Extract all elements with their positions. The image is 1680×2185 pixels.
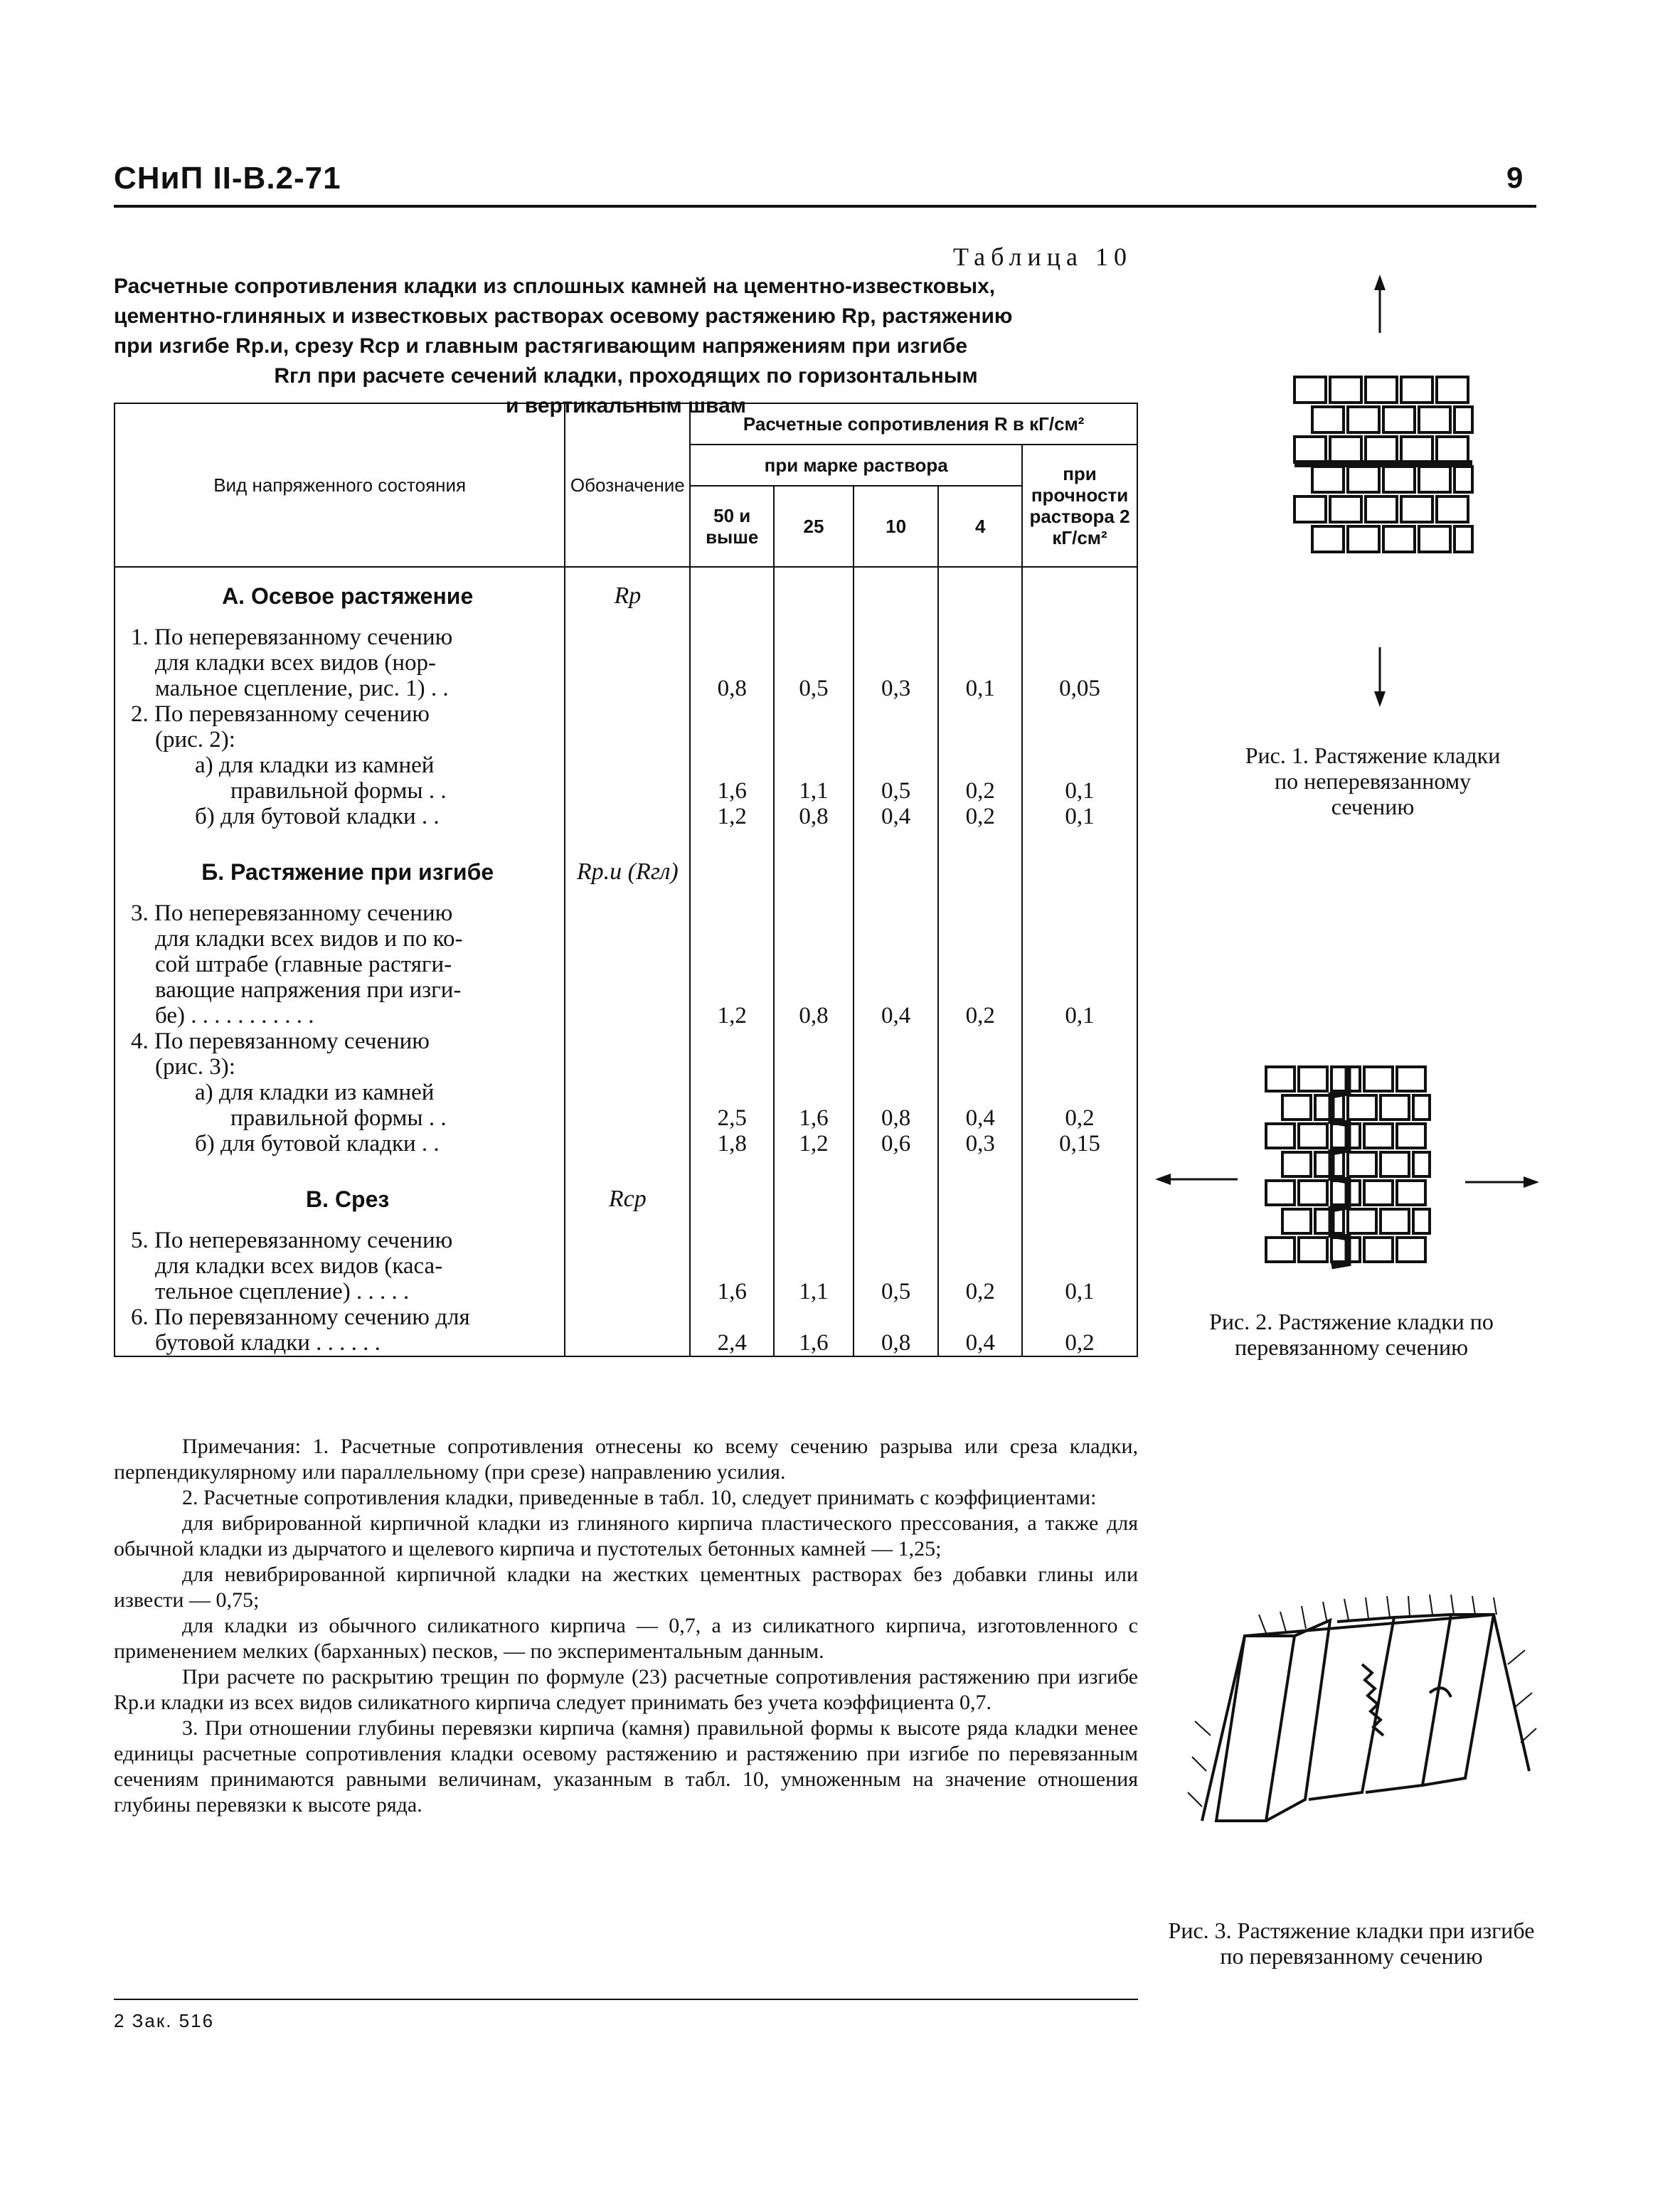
value-cell: 0,8 xyxy=(799,804,829,829)
value-cell: 0,3 xyxy=(965,1131,995,1157)
note-4: для невибрированной кирпичной кладки на жестких цементных растворах без добавки глины или извести — 0,75; xyxy=(114,1563,1138,1612)
row-text: правильной формы . . xyxy=(230,1105,447,1131)
resistance-table xyxy=(114,403,1138,1357)
row-text: для кладки всех видов (каса- xyxy=(155,1253,443,1279)
value-cell: 0,05 xyxy=(1059,676,1100,701)
table-row xyxy=(115,624,1137,701)
row-text: 1. По неперевязанному сечению xyxy=(131,624,453,650)
value-cell: 0,5 xyxy=(799,676,829,701)
row-text: 2. По перевязанному сечению xyxy=(131,701,430,727)
section-symbol: Rр xyxy=(614,583,642,609)
header-symbol: Обозначение xyxy=(565,403,690,567)
section-symbol: Rср xyxy=(608,1186,647,1212)
value-cell: 0,8 xyxy=(799,1003,829,1028)
value-cell: 0,15 xyxy=(1059,1131,1100,1157)
value-cell: 1,1 xyxy=(799,778,829,804)
value-cell: 0,3 xyxy=(881,676,911,701)
value-cell: 0,1 xyxy=(1065,778,1095,804)
table-row xyxy=(115,1131,1137,1157)
row-text: б) для бутовой кладки . . xyxy=(195,804,440,829)
value-cell: 1,6 xyxy=(717,1279,747,1304)
note-2: 2. Расчетные сопротивления кладки, приведенные в табл. 10, следует принимать с коэффициентами: xyxy=(182,1486,1097,1509)
page-number: 9 xyxy=(1506,161,1524,194)
header-rule xyxy=(114,205,1536,208)
row-text: а) для кладки из камней xyxy=(195,753,435,778)
row-text: а) для кладки из камней xyxy=(195,1080,435,1105)
row-text: для кладки всех видов (нор- xyxy=(155,650,436,676)
section-symbol: Rр.и (Rгл) xyxy=(576,858,679,885)
note-5: для кладки из обычного силикатного кирпича — 0,7, а из силикатного кирпича, изготовленного с применением мелких (барханных) песков, — по экспериментальным данным. xyxy=(114,1614,1138,1663)
table-row xyxy=(115,804,1137,829)
value-cell: 0,1 xyxy=(965,676,995,701)
value-cell: 1,8 xyxy=(717,1131,747,1157)
row-text: бутовой кладки . . . . . . xyxy=(155,1330,381,1356)
section-title: А. Осевое растяжение xyxy=(222,583,474,609)
value-cell: 0,1 xyxy=(1065,1003,1095,1028)
note-7: 3. При отношении глубины перевязки кирпича (камня) правильной формы к высоте ряда кладки менее единицы расчетные сопротивления кладки осевому растяжению и растяжению при изгибе по перевязанным сечениям принимаются равными величинам, указанным в табл. 10, умноженным на значение отношения глубины перевязки к высоте ряда. xyxy=(114,1716,1138,1817)
value-cell: 2,5 xyxy=(717,1105,747,1131)
row-text: мальное сцепление, рис. 1) . . xyxy=(155,676,449,701)
header-kind: Вид напряженного состояния xyxy=(115,403,565,567)
value-cell: 0,2 xyxy=(965,778,995,804)
row-text: для кладки всех видов и по ко- xyxy=(155,926,463,952)
value-cell: 0,4 xyxy=(965,1105,995,1131)
value-cell: 0,8 xyxy=(717,676,747,701)
value-cell: 0,4 xyxy=(881,1003,911,1028)
row-text: тельное сцепление) . . . . . xyxy=(155,1279,410,1304)
section-title: В. Срез xyxy=(306,1186,390,1212)
row-text: правильной формы . . xyxy=(230,778,447,804)
figure-2-drawing xyxy=(1152,1060,1551,1294)
figure-3-caption: Рис. 3. Растяжение кладки при изгибе по перевязанному сечению xyxy=(1168,1918,1535,1969)
caption-line: цементно-глиняных и известковых растворах осевому растяжению Rр, растяжению xyxy=(114,304,1013,328)
header-mark-4: 4 xyxy=(938,486,1022,567)
value-cell: 0,5 xyxy=(881,1279,911,1304)
caption-line: Rгл при расчете сечений кладки, проходящих по горизонтальным xyxy=(274,364,978,388)
header-resist: Расчетные сопротивления R в кГ/см² xyxy=(690,403,1137,445)
caption-line: и вертикальным швам xyxy=(506,394,746,418)
row-text: вающие напряжения при изги- xyxy=(155,977,462,1003)
row-text: 6. По перевязанному сечению для xyxy=(131,1304,470,1330)
value-cell: 0,5 xyxy=(881,778,911,804)
notes xyxy=(114,1434,1138,1818)
table-row xyxy=(115,900,1137,1028)
row-text: 4. По перевязанному сечению xyxy=(131,1028,430,1054)
table-row xyxy=(115,1028,1137,1131)
value-cell: 1,2 xyxy=(799,1131,829,1157)
row-text: 3. По неперевязанному сечению xyxy=(131,900,453,926)
note-1: Примечания: 1. Расчетные сопротивления отнесены ко всему сечению разрыва или среза кладки, перпендикулярному или параллельному (при срезе) направлению усилия. xyxy=(114,1435,1138,1484)
value-cell: 2,4 xyxy=(717,1330,747,1356)
row-text: сой штрабе (главные растяги- xyxy=(155,952,452,977)
value-cell: 0,2 xyxy=(965,1279,995,1304)
figure-3-drawing xyxy=(1181,1586,1551,1871)
header-mark-25: 25 xyxy=(774,486,854,567)
value-cell: 0,4 xyxy=(965,1330,995,1356)
footer-rule xyxy=(114,1999,1138,2000)
value-cell: 0,6 xyxy=(881,1131,911,1157)
value-cell: 1,6 xyxy=(799,1105,829,1131)
value-cell: 0,1 xyxy=(1065,1279,1095,1304)
figure-1-drawing xyxy=(1266,270,1508,725)
caption-line: Расчетные сопротивления кладки из сплошных камней на цементно-известковых, xyxy=(114,275,996,298)
header-strength: при прочности раствора 2 кГ/см² xyxy=(1022,445,1137,567)
value-cell: 1,2 xyxy=(717,804,747,829)
value-cell: 1,6 xyxy=(799,1330,829,1356)
row-text: б) для бутовой кладки . . xyxy=(195,1131,440,1157)
table-row xyxy=(115,1304,1137,1356)
table-row xyxy=(115,1228,1137,1304)
value-cell: 0,2 xyxy=(965,804,995,829)
value-cell: 1,2 xyxy=(717,1003,747,1028)
value-cell: 0,2 xyxy=(965,1003,995,1028)
value-cell: 1,6 xyxy=(717,778,747,804)
table-row xyxy=(115,701,1137,804)
note-3: для вибрированной кирпичной кладки из глиняного кирпича пластического прессования, а также для обычной кладки из дырчатого и щелевого кирпича и пустотелых бетонных камней — 1,25; xyxy=(114,1511,1138,1561)
header-mark-50: 50 и выше xyxy=(690,486,774,567)
note-6: При расчете по раскрытию трещин по формуле (23) расчетные сопротивления растяжению при изгибе Rр.и кладки из всех видов силикатного кирпича следует принимать без учета коэффициента 0,7. xyxy=(114,1665,1138,1714)
value-cell: 0,8 xyxy=(881,1105,911,1131)
row-text: (рис. 2): xyxy=(155,727,235,753)
footer-note: 2 Зак. 516 xyxy=(114,2010,215,2031)
header-mark: при марке раствора xyxy=(690,445,1022,486)
row-text: (рис. 3): xyxy=(155,1054,235,1080)
value-cell: 1,1 xyxy=(799,1279,829,1304)
document-code: СНиП II-В.2-71 xyxy=(114,161,341,196)
header-mark-10: 10 xyxy=(854,486,939,567)
value-cell: 0,4 xyxy=(881,804,911,829)
table-number: Таблица 10 xyxy=(953,243,1132,271)
value-cell: 0,2 xyxy=(1065,1105,1095,1131)
row-text: 5. По неперевязанному сечению xyxy=(131,1228,453,1253)
value-cell: 0,8 xyxy=(881,1330,911,1356)
row-text: бе) . . . . . . . . . . . xyxy=(155,1003,314,1028)
table-caption xyxy=(114,272,1138,421)
value-cell: 0,1 xyxy=(1065,804,1095,829)
section-title: Б. Растяжение при изгибе xyxy=(201,859,494,885)
value-cell: 0,2 xyxy=(1065,1330,1095,1356)
figure-1-caption: Рис. 1. Растяжение кладки по неперевязанному сечению xyxy=(1245,743,1501,819)
caption-line: при изгибе Rр.и, срезу Rср и главным растягивающим напряжениям при изгибе xyxy=(114,334,968,358)
figure-2-caption: Рис. 2. Растяжение кладки по перевязанному сечению xyxy=(1209,1309,1494,1360)
